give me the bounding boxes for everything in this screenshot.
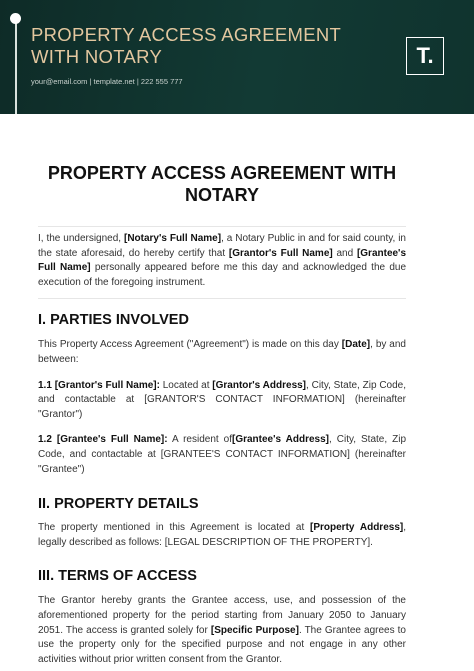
paragraph-text: Located at xyxy=(159,379,213,391)
intro-text: personally appeared before me this day and acknowledged the due execution of the foregoing instrument. xyxy=(38,262,407,288)
paragraph-text: , legally described as follows: [LEGAL DESCRIPTION OF THE PROPERTY]. xyxy=(38,522,406,548)
grantor-name-placeholder: [Grantor's Full Name] xyxy=(228,247,333,259)
paragraph-text: , City, State, Zip Code, and contactable at [GRANTEE'S CONTACT INFORMATION] (hereinafter "Grantee") xyxy=(38,434,407,475)
notary-name-placeholder: [Notary's Full Name] xyxy=(123,233,222,244)
paragraph-text: The Grantor hereby grants the Grantee access, use, and possession of the aforementioned property for the period starting from January 2050 to January 2051. The access is granted solely for xyxy=(38,595,406,636)
divider xyxy=(38,226,406,227)
document-title: PROPERTY ACCESS AGREEMENT WITH NOTARY xyxy=(47,163,397,205)
purpose-placeholder: [Specific Purpose] xyxy=(210,624,299,636)
intro-text: and xyxy=(332,247,357,259)
terms-paragraph xyxy=(38,594,406,667)
section-heading-terms: III. TERMS OF ACCESS xyxy=(38,568,197,585)
property-address-placeholder: [Property Address] xyxy=(310,522,404,534)
parties-intro-paragraph xyxy=(38,338,406,367)
clause-label: 1.1 [Grantor's Full Name]: xyxy=(38,379,160,391)
divider xyxy=(38,298,406,299)
property-paragraph xyxy=(38,521,406,550)
grantor-clause xyxy=(38,379,406,423)
intro-paragraph xyxy=(38,232,406,290)
paragraph-text: The property mentioned in this Agreement is located at xyxy=(38,522,311,534)
section-heading-property: II. PROPERTY DETAILS xyxy=(38,496,199,513)
section-heading-parties: I. PARTIES INVOLVED xyxy=(38,312,189,329)
intro-text: I, the undersigned, xyxy=(38,233,124,244)
paragraph-text: . The Grantee agrees to use the property only for the specified purpose and not engage in any other activities without prior written consent from the Grantor. xyxy=(38,624,406,665)
document-header xyxy=(0,0,474,114)
paragraph-text: , by and between: xyxy=(38,339,406,365)
header-title: PROPERTY ACCESS AGREEMENT WITH NOTARY xyxy=(31,24,341,67)
document-body xyxy=(38,162,406,667)
paragraph-text: This Property Access Agreement ("Agreement") is made on this day xyxy=(38,339,342,351)
paragraph-text: A resident of xyxy=(167,434,232,446)
decorative-line xyxy=(15,20,17,114)
intro-text: , a Notary Public in and for said county, in the state aforesaid, do hereby certify that xyxy=(38,233,406,259)
grantor-address-placeholder: [Grantor's Address] xyxy=(212,379,307,391)
template-logo: T. xyxy=(406,37,444,75)
grantee-name-placeholder: [Grantee's Full Name] xyxy=(38,247,406,274)
decorative-dot xyxy=(10,13,21,24)
paragraph-text: , City, State, Zip Code, and contactable at [GRANTOR'S CONTACT INFORMATION] (hereinafter "Grantor") xyxy=(38,379,406,420)
grantee-address-placeholder: [Grantee's Address] xyxy=(232,434,330,446)
date-placeholder: [Date] xyxy=(341,339,371,351)
header-contact: your@email.com | template.net | 222 555 777 xyxy=(31,77,183,86)
clause-label: 1.2 [Grantee's Full Name]: xyxy=(38,434,168,446)
grantee-clause xyxy=(38,433,406,477)
